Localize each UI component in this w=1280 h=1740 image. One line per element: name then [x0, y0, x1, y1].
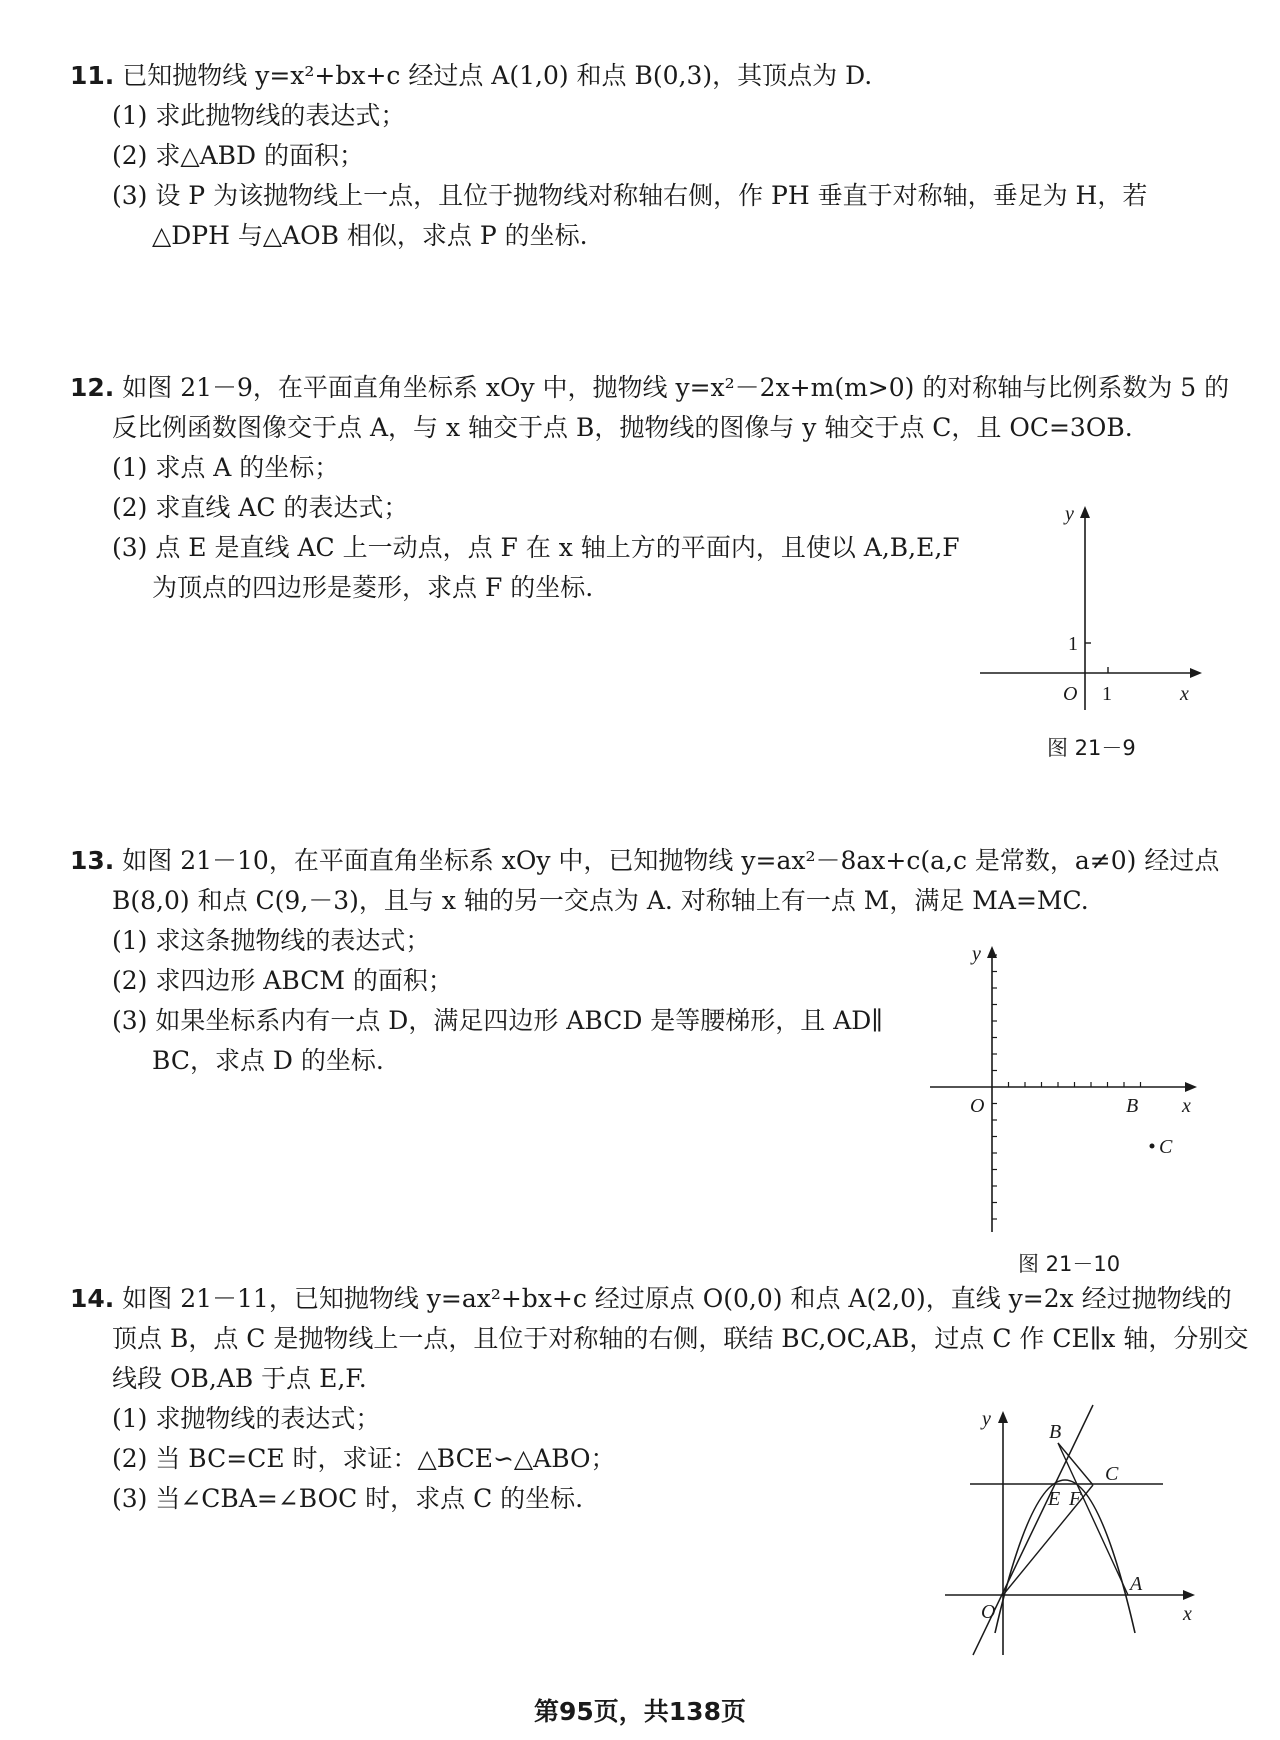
problem-14-part-1: (1) 求抛物线的表达式；: [112, 1404, 381, 1433]
x-axis-label: x: [1182, 1095, 1191, 1117]
figure-21-10-axes: [930, 940, 1210, 1240]
point-b-label: B: [1126, 1095, 1139, 1117]
problem-14-part-3: (3) 当∠CBA=∠BOC 时，求点 C 的坐标.: [112, 1484, 584, 1513]
page-footer: 第95页，共138页: [534, 1697, 746, 1726]
problem-13-part-1: (1) 求这条抛物线的表达式；: [112, 926, 431, 955]
problem-12-part-3-cont: 为顶点的四边形是菱形，求点 F 的坐标.: [152, 573, 594, 602]
y-axis-arrow-icon: [1080, 506, 1090, 518]
x-axis-arrow-icon: [1190, 668, 1202, 678]
point-e-label: E: [1048, 1488, 1061, 1510]
figure-21-9: [980, 500, 1210, 760]
y-one-label: 1: [1068, 633, 1078, 655]
x-axis-arrow-icon: [1183, 1590, 1195, 1600]
figure-21-10: [930, 940, 1210, 1276]
problem-12-part-2: (2) 求直线 AC 的表达式；: [112, 493, 409, 522]
problem-14-part-2: (2) 当 BC=CE 时，求证：△BCE∽△ABO；: [112, 1444, 616, 1473]
parabola-curve: [995, 1480, 1135, 1633]
point-b-label: B: [1049, 1421, 1062, 1443]
figure-21-11: [945, 1405, 1205, 1655]
x-axis-label: x: [1180, 683, 1189, 705]
problem-14-number: 14.: [70, 1284, 115, 1313]
y-axis-label: y: [972, 943, 981, 965]
y-axis-label: y: [1065, 503, 1074, 525]
origin-label: O: [981, 1601, 996, 1623]
problem-14-line-3: 线段 OB,AB 于点 E,F.: [112, 1364, 367, 1393]
x-one-label: 1: [1102, 683, 1112, 705]
origin-label: O: [970, 1095, 985, 1117]
problem-13-part-3: (3) 如果坐标系内有一点 D，满足四边形 ABCD 是等腰梯形，且 AD∥: [112, 1006, 883, 1035]
figure-21-9-axes: [980, 500, 1210, 710]
segment-bc: [1058, 1443, 1093, 1485]
problem-11-number: 11.: [70, 61, 115, 90]
figure-21-9-caption: 图 21－9: [1047, 736, 1136, 760]
problem-11-part-2: (2) 求△ABD 的面积；: [112, 141, 365, 170]
problem-12-part-3: (3) 点 E 是直线 AC 上一动点，点 F 在 x 轴上方的平面内，且使以 A,B,E,F: [112, 533, 960, 562]
problem-11-part-3-cont: △DPH 与△AOB 相似，求点 P 的坐标.: [152, 221, 588, 250]
x-axis-label: x: [1183, 1603, 1192, 1625]
problem-13-part-2: (2) 求四边形 ABCM 的面积；: [112, 966, 453, 995]
point-c-label: C: [1159, 1136, 1173, 1158]
point-a-label: A: [1130, 1573, 1143, 1595]
problem-12-line-2: 反比例函数图像交于点 A，与 x 轴交于点 B，抛物线的图像与 y 轴交于点 C，且 OC=3OB.: [112, 413, 1133, 442]
problem-13-line-2: B(8,0) 和点 C(9,－3)，且与 x 轴的另一交点为 A. 对称轴上有一点 M，满足 MA=MC.: [112, 886, 1089, 915]
problem-14-line-2: 顶点 B，点 C 是抛物线上一点，且位于对称轴的右侧，联结 BC,OC,AB，过点 C 作 CE∥x 轴，分别交: [112, 1324, 1249, 1353]
figure-21-11-graph: [945, 1405, 1205, 1655]
y-axis-label: y: [982, 1408, 991, 1430]
problem-12-part-1: (1) 求点 A 的坐标；: [112, 453, 340, 482]
problem-13-part-3-cont: BC，求点 D 的坐标.: [152, 1046, 384, 1075]
y-axis-arrow-icon: [998, 1411, 1008, 1423]
origin-label: O: [1063, 683, 1078, 705]
y-axis-arrow-icon: [987, 946, 997, 958]
point-c-label: C: [1105, 1463, 1119, 1485]
point-c-dot: [1150, 1144, 1155, 1149]
figure-21-10-caption: 图 21－10: [1018, 1252, 1121, 1276]
problem-13-number: 13.: [70, 846, 115, 875]
point-f-label: F: [1069, 1488, 1082, 1510]
problem-13-line-1: 13. 如图 21－10，在平面直角坐标系 xOy 中，已知抛物线 y=ax²－8ax+c(a,c 是常数，a≠0) 经过点: [70, 846, 1220, 875]
problem-12-line-1: 12. 如图 21－9，在平面直角坐标系 xOy 中，抛物线 y=x²－2x+m(m>0) 的对称轴与比例系数为 5 的: [70, 373, 1230, 402]
problem-11-line-1: 11. 已知抛物线 y=x²+bx+c 经过点 A(1,0) 和点 B(0,3)，其顶点为 D.: [70, 61, 873, 90]
x-axis-arrow-icon: [1185, 1082, 1197, 1092]
problem-11-part-1: (1) 求此抛物线的表达式；: [112, 101, 406, 130]
problem-14-line-1: 14. 如图 21－11，已知抛物线 y=ax²+bx+c 经过原点 O(0,0) 和点 A(2,0)，直线 y=2x 经过抛物线的: [70, 1284, 1232, 1313]
problem-12-number: 12.: [70, 373, 115, 402]
problem-11-part-3: (3) 设 P 为该抛物线上一点，且位于抛物线对称轴右侧，作 PH 垂直于对称轴，垂足为 H，若: [112, 181, 1148, 210]
